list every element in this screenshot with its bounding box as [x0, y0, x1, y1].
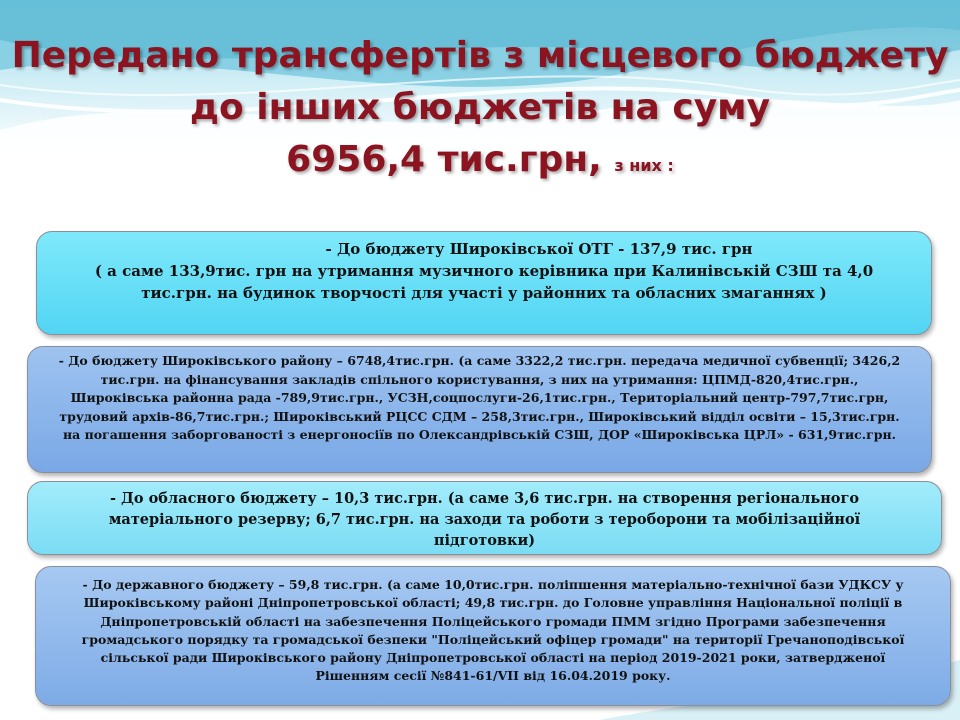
page-title [0, 30, 960, 192]
transfer-item-state [35, 566, 951, 706]
transfer-item-otg-heading: - До бюджету Широківської ОТГ - 137,9 тис. грн [325, 240, 753, 258]
transfer-item-regional-text: - До обласного бюджету – 10,3 тис.грн. (а саме 3,6 тис.грн. на створення регіонального матеріального резерву; 6,7 тис.грн. на заходи та роботи з тероборони та мобілізаційної підготовки) [108, 490, 861, 549]
transfer-item-district-text: - До бюджету Широківського району – 6748,4тис.грн. (а саме 3322,2 тис.грн. передача медичної субвенції; 3426,2 тис.грн. на фінансування закладів спільного користування, з них на утримання: ЦПМД-820,4тис.грн., Широківська районна рада -789,9тис.грн., УСЗН,соцпослуги-26,1тис.грн., Територіальний центр-797,7тис.грн, трудовий архів-86,7тис.грн.; Широківський РЦСС СДМ – 258,3тис.грн., Широківський відділ освіти – 15,3тис.грн. на погашення заборгованості з енергоносіїв по Олександрівській СЗШ, ДОР «Широківська ЦРЛ» - 631,9тис.грн. [58, 353, 901, 442]
title-line-3 [0, 134, 960, 192]
title-line-1: Передано трансфертів з місцевого бюджету [11, 35, 949, 76]
transfer-item-regional [27, 481, 942, 555]
title-total-amount: 6956,4 тис.грн, [286, 139, 602, 180]
transfer-item-district [27, 346, 932, 473]
title-suffix: з них : [614, 156, 674, 175]
title-line-2: до інших бюджетів на суму [189, 87, 771, 128]
transfer-item-state-text: - До державного бюджету – 59,8 тис.грн. (а саме 10,0тис.грн. поліпшення матеріально-технічної бази УДКСУ у Широківському районі Дніпропетровської області; 49,8 тис.грн. до Головне управління Національної поліції в Дніпропетровській області на забезпечення Поліцейського громади ПММ згідно Програми забезпечення громадського порядку та громадської безпеки "Поліцейський офіцер громади" на території Гречаноподівської сільської ради Широківського району Дніпропетровської області на період 2019-2021 роки, затвердженої Рішенням сесії №841-61/VІІ від 16.04.2019 року. [81, 577, 905, 684]
transfer-item-otg-details: ( а саме 133,9тис. грн на утримання музичного керівника при Калинівській СЗШ та 4,0 тис.грн. на будинок творчості для участі у районних та обласних змаганнях ) [94, 262, 874, 302]
transfer-item-otg [36, 231, 932, 335]
